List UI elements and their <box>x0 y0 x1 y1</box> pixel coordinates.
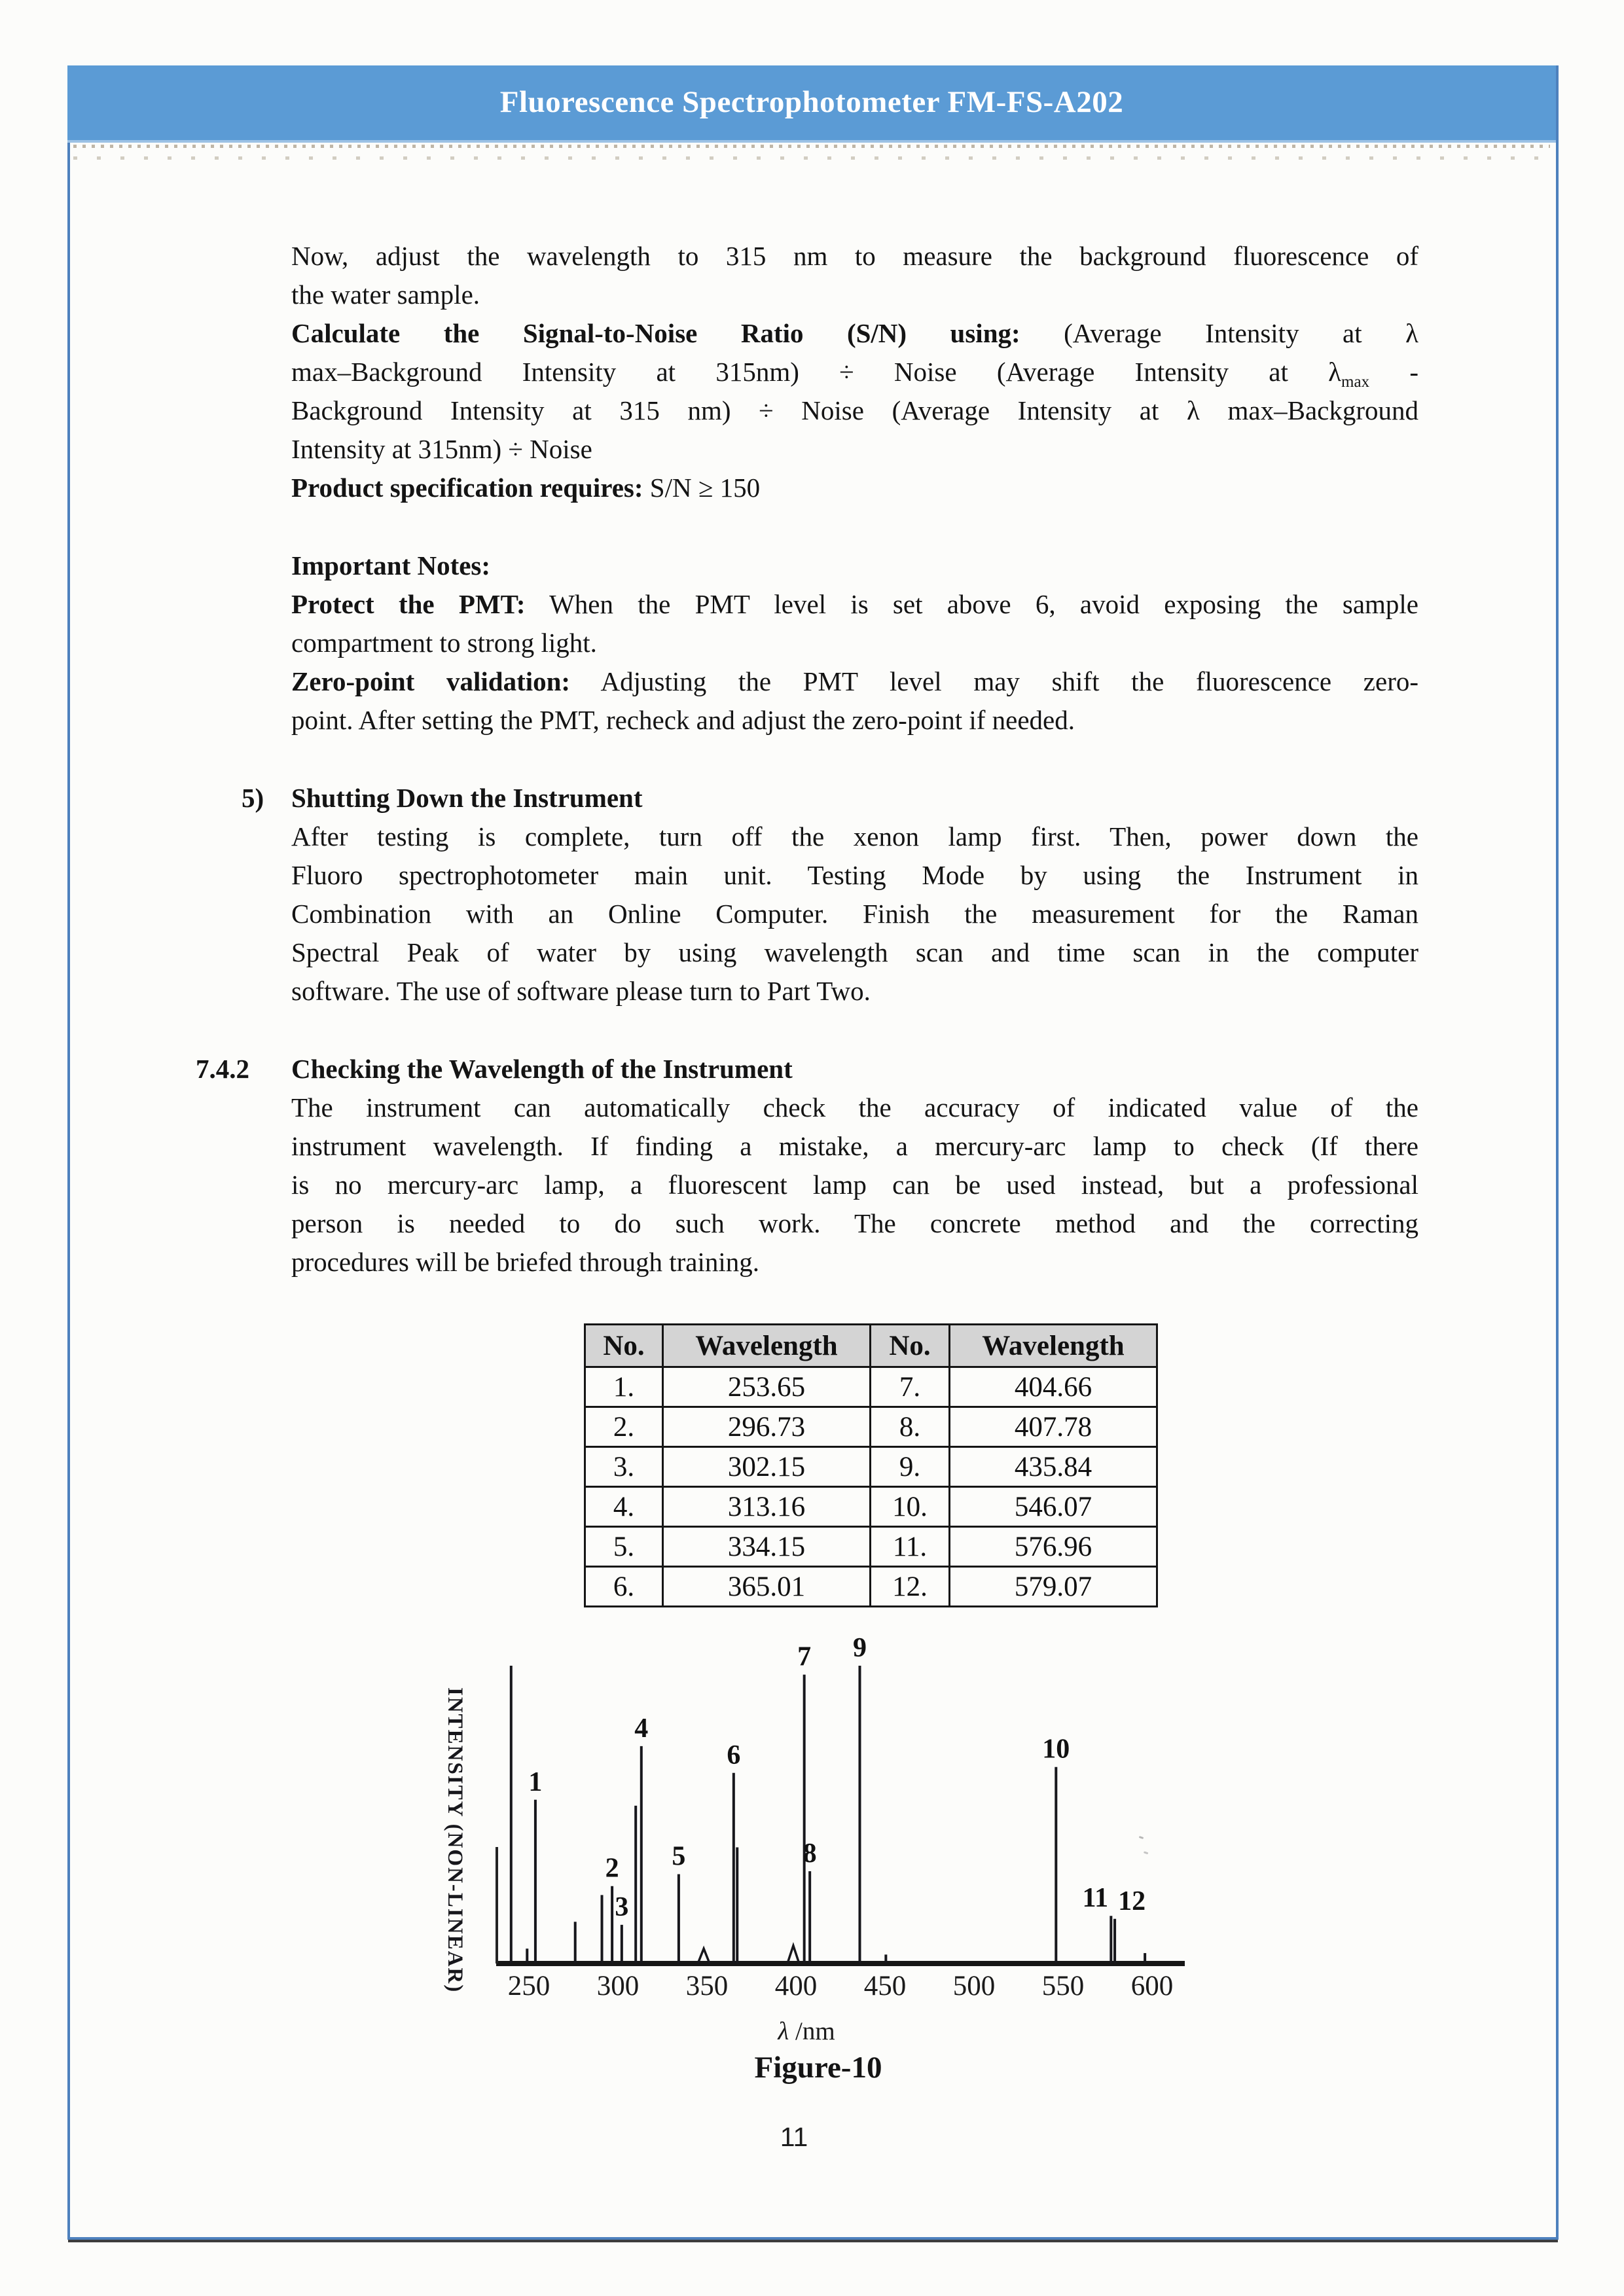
table-cell: 6. <box>585 1567 663 1607</box>
text-line <box>291 701 1418 740</box>
wavelength-table <box>584 1323 1158 1607</box>
table-cell: 404.66 <box>950 1367 1157 1407</box>
table-cell: 5. <box>585 1527 663 1567</box>
page-title: Fluorescence Spectrophotometer FM-FS-A202 <box>499 85 1124 119</box>
table-cell: 10. <box>871 1487 950 1527</box>
table-cell: 579.07 <box>950 1567 1157 1607</box>
table-body <box>585 1367 1157 1607</box>
text-line <box>291 1088 1418 1127</box>
text-line <box>291 856 1418 895</box>
spectrum-chart <box>405 1617 1223 2049</box>
table-header-cell: Wavelength <box>950 1325 1157 1367</box>
x-tick-label: 600 <box>1130 1971 1174 2001</box>
peak-label: 8 <box>803 1838 817 1869</box>
small-bump <box>787 1946 799 1964</box>
table-cell: 2. <box>585 1407 663 1447</box>
peak-label: 10 <box>1042 1734 1070 1765</box>
text-run: Intensity at 315nm) ÷ Noise <box>291 434 592 464</box>
text-line <box>291 391 1418 430</box>
text-run: compartment to strong light. <box>291 628 597 658</box>
bold-run: Product specification requires: <box>291 473 643 503</box>
text-run: Spectral Peak of water by using wavelength scan and time scan in the computer <box>291 937 1418 967</box>
table-cell: 435.84 <box>950 1447 1157 1487</box>
table-cell: 3. <box>585 1447 663 1487</box>
text-run: procedures will be briefed through training. <box>291 1247 759 1277</box>
peak-label: 7 <box>797 1641 812 1672</box>
scan-artifact-dots <box>73 156 1550 160</box>
text-line <box>291 662 1418 701</box>
bold-run: Important Notes: <box>291 550 491 581</box>
table-cell: 546.07 <box>950 1487 1157 1527</box>
bold-run: Protect the PMT: <box>291 589 526 619</box>
x-tick-label: 500 <box>952 1971 996 2001</box>
table-cell: 296.73 <box>663 1407 871 1447</box>
text-line <box>291 276 1418 314</box>
peak-label: 12 <box>1118 1886 1146 1916</box>
table-row <box>585 1447 1157 1487</box>
table-cell: 7. <box>871 1367 950 1407</box>
x-tick-label: 350 <box>685 1971 729 2001</box>
peak-label: 11 <box>1082 1883 1109 1914</box>
text-line <box>291 933 1418 972</box>
peak-label: 1 <box>528 1767 543 1797</box>
table-cell: 1. <box>585 1367 663 1407</box>
table-cell: 8. <box>871 1407 950 1447</box>
text-line <box>291 972 1418 1011</box>
text-line <box>291 469 1418 507</box>
table-cell: 4. <box>585 1487 663 1527</box>
table-cell: 12. <box>871 1567 950 1607</box>
table-cell: 407.78 <box>950 1407 1157 1447</box>
bold-run: Zero-point validation: <box>291 666 571 696</box>
peak-label: 6 <box>727 1740 741 1770</box>
text-run: (Average Intensity at λ <box>1020 318 1419 348</box>
text-run: Adjusting the PMT level may shift the fluorescence zero- <box>570 666 1418 696</box>
table-cell: 253.65 <box>663 1367 871 1407</box>
bold-run: Calculate the Signal-to-Noise Ratio (S/N) using: <box>291 318 1020 348</box>
text-line <box>291 1127 1418 1166</box>
text-run: Now, adjust the wavelength to 315 nm to measure the background fluorescence of <box>291 241 1418 271</box>
scan-artifact-dots <box>73 145 1550 148</box>
section-heading <box>242 779 1418 817</box>
table-cell: 313.16 <box>663 1487 871 1527</box>
peak-label: 9 <box>852 1633 867 1663</box>
text-line <box>291 547 1418 585</box>
text-run: When the PMT level is set above 6, avoid exposing the sample <box>525 589 1419 619</box>
text-run: software. The use of software please turn to Part Two. <box>291 976 871 1006</box>
text-run: person is needed to do such work. The concrete method and the correcting <box>291 1208 1418 1238</box>
table-header-cell: Wavelength <box>663 1325 871 1367</box>
text-line <box>291 585 1418 624</box>
heading-title: Shutting Down the Instrument <box>291 783 643 813</box>
text-line <box>291 817 1418 856</box>
table-cell: 334.15 <box>663 1527 871 1567</box>
x-axis-label: λ /nm <box>778 2017 835 2045</box>
table-header-cell: No. <box>871 1325 950 1367</box>
body-text <box>196 237 1419 1282</box>
text-run: S/N ≥ 150 <box>643 473 761 503</box>
table-cell: 9. <box>871 1447 950 1487</box>
heading-title: Checking the Wavelength of the Instrument <box>291 1054 793 1084</box>
paragraph-gap <box>291 740 1418 779</box>
table-row <box>585 1367 1157 1407</box>
text-run: is no mercury-arc lamp, a fluorescent lamp can be used instead, but a professional <box>291 1170 1418 1200</box>
text-line <box>291 1166 1418 1204</box>
text-run: After testing is complete, turn off the xenon lamp first. Then, power down the <box>291 821 1418 852</box>
heading-number: 7.4.2 <box>196 1054 249 1084</box>
text-run: max–Background Intensity at 315nm) ÷ Noise (Average Intensity at λ <box>291 357 1342 387</box>
x-tick-label: 550 <box>1041 1971 1085 2001</box>
text-line <box>291 353 1418 391</box>
paragraph-gap <box>291 1011 1418 1050</box>
text-line <box>291 430 1418 469</box>
text-run: instrument wavelength. If finding a mistake, a mercury-arc lamp to check (If there <box>291 1131 1418 1161</box>
x-tick-label: 300 <box>596 1971 640 2001</box>
text-line <box>291 314 1418 353</box>
text-run: The instrument can automatically check the accuracy of indicated value of the <box>291 1092 1418 1122</box>
text-run: Fluoro spectrophotometer main unit. Testing Mode by using the Instrument in <box>291 860 1418 890</box>
peak-label: 4 <box>634 1713 649 1744</box>
table-row <box>585 1325 1157 1367</box>
table-cell: 576.96 <box>950 1527 1157 1567</box>
table-row <box>585 1567 1157 1607</box>
heading-number: 5) <box>242 783 264 813</box>
x-tick-label: 250 <box>507 1971 550 2001</box>
x-tick-label: 400 <box>774 1971 818 2001</box>
peak-label: 5 <box>672 1841 686 1872</box>
text-run: Background Intensity at 315 nm) ÷ Noise (Average Intensity at λ max–Background <box>291 395 1418 425</box>
peak-label: 3 <box>615 1892 629 1922</box>
page-header <box>67 65 1556 143</box>
x-tick-label: 450 <box>863 1971 907 2001</box>
table-header-cell: No. <box>585 1325 663 1367</box>
text-run: Combination with an Online Computer. Finish the measurement for the Raman <box>291 899 1418 929</box>
table-row <box>585 1487 1157 1527</box>
text-run: max <box>1341 373 1370 391</box>
y-axis-label: INTENSITY (NON-LINEAR) <box>443 1687 467 1994</box>
section-heading <box>196 1050 1418 1088</box>
figure-caption: Figure-10 <box>754 2051 882 2085</box>
table-cell: 11. <box>871 1527 950 1567</box>
page-number: 11 <box>780 2122 808 2152</box>
table-row <box>585 1527 1157 1567</box>
text-line <box>291 237 1418 276</box>
text-run: - <box>1369 357 1418 387</box>
table-row <box>585 1407 1157 1447</box>
text-line <box>291 624 1418 662</box>
table-cell: 302.15 <box>663 1447 871 1487</box>
peak-label: 2 <box>605 1853 619 1884</box>
text-line <box>291 895 1418 933</box>
text-run: point. After setting the PMT, recheck and adjust the zero-point if needed. <box>291 705 1075 735</box>
paragraph-gap <box>291 507 1418 547</box>
table-header <box>585 1325 1157 1367</box>
table-cell: 365.01 <box>663 1567 871 1607</box>
text-line <box>291 1204 1418 1243</box>
text-run: the water sample. <box>291 279 480 310</box>
text-line <box>291 1243 1418 1282</box>
